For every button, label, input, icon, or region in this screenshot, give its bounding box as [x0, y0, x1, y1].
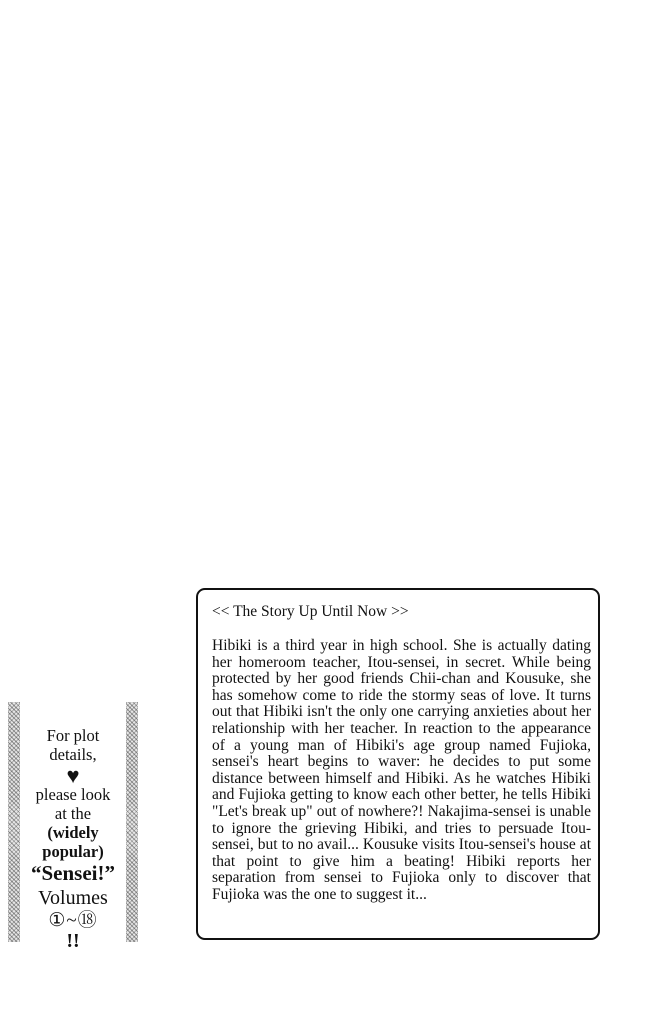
promo-line: popular) — [42, 842, 104, 861]
story-summary-body: Hibiki is a third year in high school. She is actually dating her homeroom teacher, Itou-sensei, in secret. While being protected by her good friends Chii-chan and Kousuke, she has somehow come to ride the stormy seas of love. It turns out that Hibiki isn't the only one carrying anxieties about her relationship with her teacher. In reaction to the appearance of a young man of Hibiki's age group named Fujioka, sensei's heart begins to waver: he decides to put some distance between himself and Hibiki. As he watches Hibiki and Fujioka getting to know each other better, he tells Hibiki "Let's break up" out of nowhere?! Nakajima-sensei is unable to ignore the grieving Hibiki, and tries to persuade Itou-sensei, but to no avail... Kousuke visits Itou-sensei's house at that point to give him a beating! Hibiki reports her separation from sensei to Fujioka only to discover that Fujioka was the one to suggest it... — [212, 637, 591, 903]
promo-line: details, — [49, 745, 97, 764]
screentone-strip-right — [126, 702, 138, 942]
volumes-range: ①~⑱ — [48, 910, 98, 931]
promo-line: For plot — [46, 726, 100, 745]
promo-line: at the — [54, 804, 92, 823]
volumes-label: Volumes — [38, 887, 108, 909]
promo-line: please look — [35, 785, 111, 804]
story-summary-box — [196, 588, 600, 940]
story-summary-title: << The Story Up Until Now >> — [212, 603, 409, 620]
screentone-strip-left — [8, 702, 20, 942]
exclamation: !! — [66, 930, 80, 952]
heart-icon: ♥ — [66, 763, 80, 788]
series-title: “Sensei!” — [31, 861, 115, 885]
promo-line: (widely — [47, 823, 99, 842]
volume-promo-note — [22, 726, 124, 950]
